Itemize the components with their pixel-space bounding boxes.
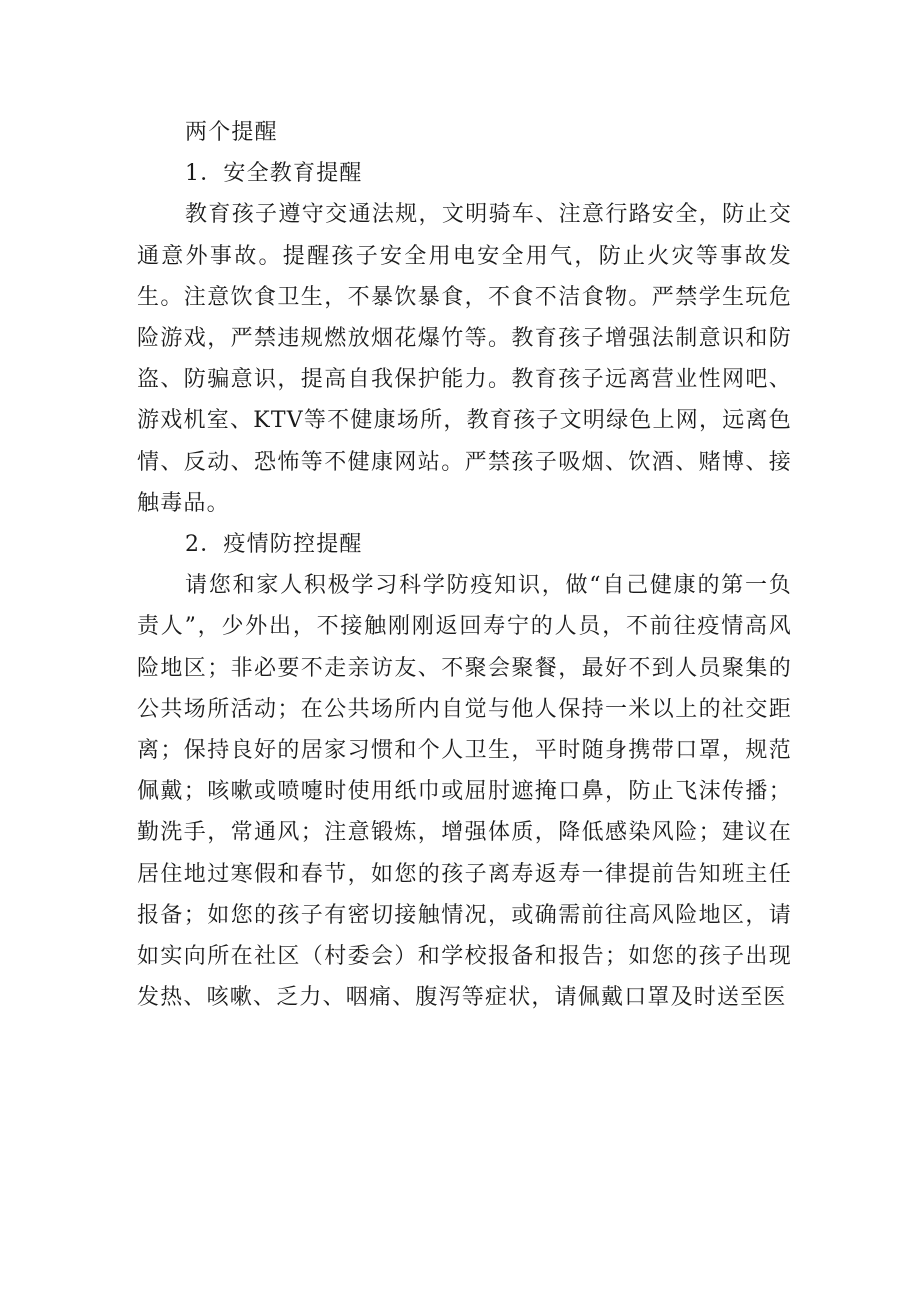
document-content [137, 112, 792, 1018]
section-title-epidemic: 2．疫情防控提醒 [185, 532, 363, 558]
document-title: 两个提醒 [185, 120, 278, 145]
section-body-safety: 教育孩子遵守交通法规，文明骑车、注意行路安全，防止交通意外事故。提醒孩子安全用电安全用气，防止火灾等事故发生。注意饮食卫生，不暴饮暴食，不食不洁食物。严禁学生玩危险游戏，严禁违规燃放烟花爆竹等。教育孩子增强法制意识和防盗、防骗意识，提高自我保护能力。教育孩子远离营业性网吧、游戏机室、KTV等不健康场所，教育孩子文明绿色上网，远离色情、反动、恐怖等不健康网站。严禁孩子吸烟、饮酒、赌博、接触毒品。 [137, 202, 792, 516]
section-body-epidemic: 请您和家人积极学习科学防疫知识，做“自己健康的第一负责人”，少外出，不接触刚刚返回寿宁的人员，不前往疫情高风险地区；非必要不走亲访友、不聚会聚餐，最好不到人员聚集的公共场所活动；在公共场所内自觉与他人保持一米以上的社交距离；保持良好的居家习惯和个人卫生，平时随身携带口罩，规范佩戴；咳嗽或喷嚏时使用纸巾或屈肘遮掩口鼻，防止飞沫传播；勤洗手，常通风；注意锻炼，增强体质，降低感染风险；建议在居住地过寒假和春节，如您的孩子离寿返寿一律提前告知班主任报备；如您的孩子有密切接触情况，或确需前往高风险地区，请如实向所在社区（村委会）和学校报备和报告；如您的孩子出现发热、咳嗽、乏力、咽痛、腹泻等症状，请佩戴口罩及时送至医 [137, 573, 792, 1011]
section-title-safety: 1．安全教育提醒 [185, 161, 363, 187]
